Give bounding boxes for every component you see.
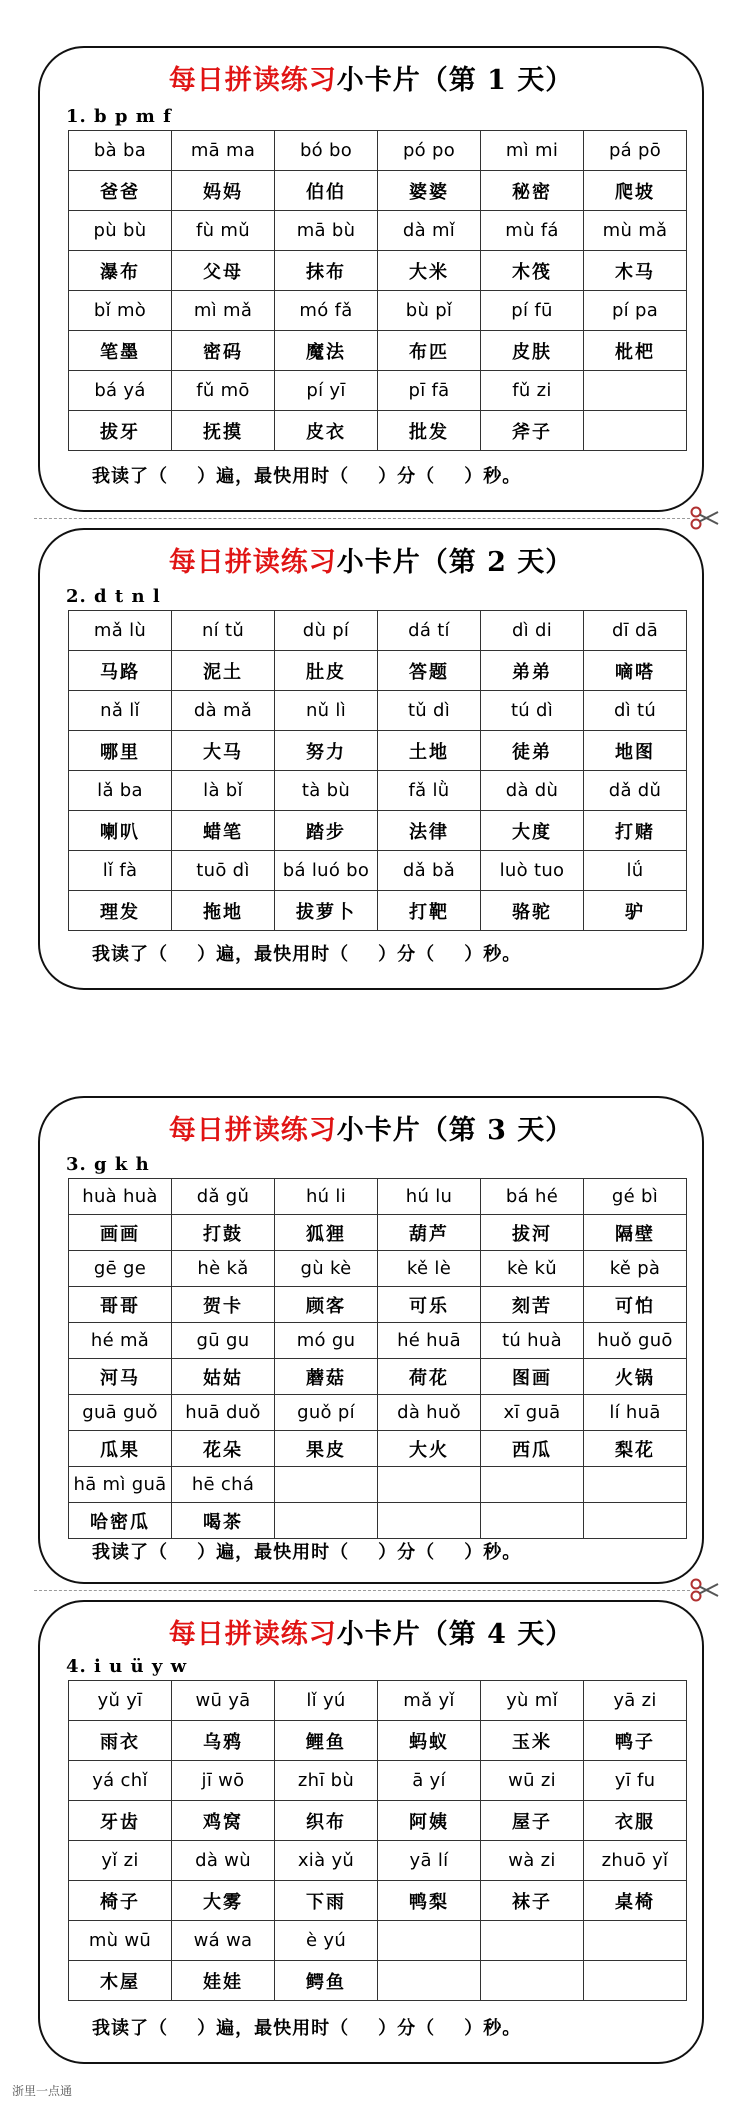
pinyin-cell: bá luó bo xyxy=(275,851,378,891)
hanzi-cell: 努力 xyxy=(275,731,378,771)
pinyin-grid xyxy=(68,610,687,931)
pinyin-row xyxy=(69,1921,687,1961)
cut-line xyxy=(34,518,690,519)
hanzi-cell: 娃娃 xyxy=(172,1961,275,2001)
hanzi-cell: 木筏 xyxy=(481,251,584,291)
pinyin-cell: wà zi xyxy=(481,1841,584,1881)
watermark-text: 浙里一点通 xyxy=(12,2084,73,2098)
pinyin-cell: bá hé xyxy=(481,1179,584,1215)
hanzi-row xyxy=(69,1721,687,1761)
hanzi-cell: 姑姑 xyxy=(172,1359,275,1395)
hanzi-cell: 拔河 xyxy=(481,1215,584,1251)
pinyin-cell: yā zi xyxy=(584,1681,687,1721)
pinyin-cell: bù pǐ xyxy=(378,291,481,331)
pinyin-cell: yǐ zi xyxy=(69,1841,172,1881)
pinyin-cell: yī fu xyxy=(584,1761,687,1801)
hanzi-cell: 下雨 xyxy=(275,1881,378,1921)
pinyin-row xyxy=(69,131,687,171)
hanzi-cell: 爬坡 xyxy=(584,171,687,211)
practice-card-day-1 xyxy=(38,46,704,512)
pinyin-cell: fǎ lǜ xyxy=(378,771,481,811)
card-title xyxy=(40,58,702,97)
pinyin-row xyxy=(69,691,687,731)
pinyin-cell: yù mǐ xyxy=(481,1681,584,1721)
hanzi-cell: 河马 xyxy=(69,1359,172,1395)
hanzi-cell: 拖地 xyxy=(172,891,275,931)
hanzi-cell: 地图 xyxy=(584,731,687,771)
hanzi-row xyxy=(69,1215,687,1251)
hanzi-cell: 皮肤 xyxy=(481,331,584,371)
hanzi-cell: 玉米 xyxy=(481,1721,584,1761)
hanzi-cell: 贺卡 xyxy=(172,1287,275,1323)
pinyin-cell: mù mǎ xyxy=(584,211,687,251)
pinyin-cell: hè kǎ xyxy=(172,1251,275,1287)
hanzi-cell: 父母 xyxy=(172,251,275,291)
pinyin-cell: là bǐ xyxy=(172,771,275,811)
pinyin-cell: tǔ dì xyxy=(378,691,481,731)
hanzi-cell: 可怕 xyxy=(584,1287,687,1323)
card-day-label: （第 2 天） xyxy=(420,547,574,578)
hanzi-cell xyxy=(275,1503,378,1539)
pinyin-row xyxy=(69,851,687,891)
card-day-label: （第 4 天） xyxy=(420,1619,574,1650)
card-title-black: 小卡片 xyxy=(336,65,421,96)
hanzi-cell: 布匹 xyxy=(378,331,481,371)
pinyin-cell: nǔ lì xyxy=(275,691,378,731)
hanzi-cell: 皮衣 xyxy=(275,411,378,451)
hanzi-cell: 蜡笔 xyxy=(172,811,275,851)
hanzi-cell: 爸爸 xyxy=(69,171,172,211)
pinyin-cell: huà huà xyxy=(69,1179,172,1215)
hanzi-row xyxy=(69,1287,687,1323)
pinyin-cell: pó po xyxy=(378,131,481,171)
pinyin-grid xyxy=(68,1178,687,1539)
hanzi-cell: 哥哥 xyxy=(69,1287,172,1323)
pinyin-cell: wū zi xyxy=(481,1761,584,1801)
card-title-black: 小卡片 xyxy=(336,1115,421,1146)
pinyin-cell: pí pa xyxy=(584,291,687,331)
hanzi-row xyxy=(69,1503,687,1539)
pinyin-cell: fǔ zi xyxy=(481,371,584,411)
pinyin-row xyxy=(69,1681,687,1721)
hanzi-cell: 大火 xyxy=(378,1431,481,1467)
hanzi-cell: 泥土 xyxy=(172,651,275,691)
hanzi-cell: 大度 xyxy=(481,811,584,851)
pinyin-cell: pí yī xyxy=(275,371,378,411)
pinyin-cell: dì di xyxy=(481,611,584,651)
pinyin-cell: lí huā xyxy=(584,1395,687,1431)
hanzi-row xyxy=(69,1801,687,1841)
pinyin-row xyxy=(69,1323,687,1359)
card-title-red: 每日拼读练习 xyxy=(168,65,337,96)
pinyin-cell: tú dì xyxy=(481,691,584,731)
hanzi-row xyxy=(69,731,687,771)
card-title xyxy=(40,540,702,579)
pinyin-cell: guā guǒ xyxy=(69,1395,172,1431)
pinyin-cell: hē chá xyxy=(172,1467,275,1503)
pinyin-cell: lǐ fà xyxy=(69,851,172,891)
hanzi-cell: 喝茶 xyxy=(172,1503,275,1539)
hanzi-cell: 哪里 xyxy=(69,731,172,771)
pinyin-cell: fù mǔ xyxy=(172,211,275,251)
pinyin-cell xyxy=(481,1921,584,1961)
hanzi-cell: 鸡窝 xyxy=(172,1801,275,1841)
hanzi-cell: 理发 xyxy=(69,891,172,931)
pinyin-cell xyxy=(584,1921,687,1961)
card-day-label: （第 3 天） xyxy=(420,1115,574,1146)
hanzi-cell: 可乐 xyxy=(378,1287,481,1323)
pinyin-cell: dà mǐ xyxy=(378,211,481,251)
pinyin-row xyxy=(69,771,687,811)
hanzi-cell: 木马 xyxy=(584,251,687,291)
pinyin-cell: jī wō xyxy=(172,1761,275,1801)
pinyin-cell: luò tuo xyxy=(481,851,584,891)
hanzi-cell xyxy=(584,411,687,451)
hanzi-row xyxy=(69,651,687,691)
pinyin-cell: bó bo xyxy=(275,131,378,171)
hanzi-cell: 荷花 xyxy=(378,1359,481,1395)
hanzi-cell: 织布 xyxy=(275,1801,378,1841)
hanzi-cell: 火锅 xyxy=(584,1359,687,1395)
pinyin-cell: dà wù xyxy=(172,1841,275,1881)
hanzi-cell: 土地 xyxy=(378,731,481,771)
pinyin-cell: huā duǒ xyxy=(172,1395,275,1431)
reading-record-footer: 我读了（ ）遍，最快用时（ ）分（ ）秒。 xyxy=(92,1542,522,1563)
hanzi-cell: 袜子 xyxy=(481,1881,584,1921)
hanzi-cell: 批发 xyxy=(378,411,481,451)
hanzi-row xyxy=(69,891,687,931)
hanzi-cell: 屋子 xyxy=(481,1801,584,1841)
pinyin-cell: guǒ pí xyxy=(275,1395,378,1431)
hanzi-cell: 密码 xyxy=(172,331,275,371)
scissors-icon xyxy=(690,1578,720,1602)
hanzi-cell: 枇杷 xyxy=(584,331,687,371)
pinyin-cell: lǐ yú xyxy=(275,1681,378,1721)
hanzi-cell: 大雾 xyxy=(172,1881,275,1921)
pinyin-cell xyxy=(584,371,687,411)
pinyin-cell: pī fā xyxy=(378,371,481,411)
pinyin-cell: dà huǒ xyxy=(378,1395,481,1431)
hanzi-cell: 妈妈 xyxy=(172,171,275,211)
pinyin-row xyxy=(69,1179,687,1215)
pinyin-row xyxy=(69,211,687,251)
hanzi-cell: 顾客 xyxy=(275,1287,378,1323)
hanzi-cell: 蚂蚁 xyxy=(378,1721,481,1761)
pinyin-cell: yá chǐ xyxy=(69,1761,172,1801)
pinyin-cell: nǎ lǐ xyxy=(69,691,172,731)
pinyin-cell: fǔ mō xyxy=(172,371,275,411)
card-title xyxy=(40,1108,702,1147)
pinyin-cell xyxy=(584,1467,687,1503)
pinyin-cell: mù fá xyxy=(481,211,584,251)
hanzi-cell: 蘑菇 xyxy=(275,1359,378,1395)
pinyin-cell: dǎ bǎ xyxy=(378,851,481,891)
pinyin-cell: dù pí xyxy=(275,611,378,651)
hanzi-cell: 桌椅 xyxy=(584,1881,687,1921)
cut-line xyxy=(34,1590,690,1591)
pinyin-cell: pá pō xyxy=(584,131,687,171)
pinyin-cell: mǎ lù xyxy=(69,611,172,651)
card-title xyxy=(40,1612,702,1651)
hanzi-cell: 拔牙 xyxy=(69,411,172,451)
hanzi-cell: 葫芦 xyxy=(378,1215,481,1251)
pinyin-row xyxy=(69,1251,687,1287)
hanzi-cell: 雨衣 xyxy=(69,1721,172,1761)
pinyin-cell: lǘ xyxy=(584,851,687,891)
pinyin-cell: tà bù xyxy=(275,771,378,811)
hanzi-cell: 乌鸦 xyxy=(172,1721,275,1761)
hanzi-cell: 大马 xyxy=(172,731,275,771)
pinyin-cell: dà mǎ xyxy=(172,691,275,731)
hanzi-cell: 打鼓 xyxy=(172,1215,275,1251)
hanzi-cell: 打赌 xyxy=(584,811,687,851)
pinyin-cell: gù kè xyxy=(275,1251,378,1287)
pinyin-cell: pù bù xyxy=(69,211,172,251)
hanzi-cell: 秘密 xyxy=(481,171,584,211)
pinyin-cell: mù wū xyxy=(69,1921,172,1961)
pinyin-cell: mó fǎ xyxy=(275,291,378,331)
pinyin-cell: huǒ guō xyxy=(584,1323,687,1359)
hanzi-cell: 笔墨 xyxy=(69,331,172,371)
pinyin-cell: mǎ yǐ xyxy=(378,1681,481,1721)
pinyin-cell: mā ma xyxy=(172,131,275,171)
pinyin-cell xyxy=(378,1921,481,1961)
hanzi-cell: 狐狸 xyxy=(275,1215,378,1251)
hanzi-cell: 鸭子 xyxy=(584,1721,687,1761)
section-label: 1. b p m f xyxy=(66,106,172,127)
pinyin-cell: dǎ gǔ xyxy=(172,1179,275,1215)
card-day-label: （第 1 天） xyxy=(420,65,574,96)
hanzi-cell: 木屋 xyxy=(69,1961,172,2001)
hanzi-row xyxy=(69,331,687,371)
section-label: 2. d t n l xyxy=(66,586,161,607)
pinyin-cell: hā mì guā xyxy=(69,1467,172,1503)
hanzi-cell: 抚摸 xyxy=(172,411,275,451)
hanzi-cell: 画画 xyxy=(69,1215,172,1251)
hanzi-cell: 阿姨 xyxy=(378,1801,481,1841)
pinyin-cell: mā bù xyxy=(275,211,378,251)
pinyin-cell: wá wa xyxy=(172,1921,275,1961)
pinyin-cell: wū yā xyxy=(172,1681,275,1721)
card-title-red: 每日拼读练习 xyxy=(168,1115,337,1146)
pinyin-cell: bà ba xyxy=(69,131,172,171)
hanzi-cell: 哈密瓜 xyxy=(69,1503,172,1539)
pinyin-row xyxy=(69,291,687,331)
hanzi-cell: 婆婆 xyxy=(378,171,481,211)
hanzi-cell: 拔萝卜 xyxy=(275,891,378,931)
hanzi-cell: 马路 xyxy=(69,651,172,691)
hanzi-cell xyxy=(378,1961,481,2001)
hanzi-row xyxy=(69,811,687,851)
practice-card-day-4 xyxy=(38,1600,704,2064)
pinyin-cell: kě pà xyxy=(584,1251,687,1287)
hanzi-cell xyxy=(378,1503,481,1539)
pinyin-cell: tú huà xyxy=(481,1323,584,1359)
hanzi-row xyxy=(69,1961,687,2001)
pinyin-cell xyxy=(481,1467,584,1503)
hanzi-cell: 大米 xyxy=(378,251,481,291)
hanzi-cell: 驴 xyxy=(584,891,687,931)
hanzi-cell: 衣服 xyxy=(584,1801,687,1841)
pinyin-cell: hú lu xyxy=(378,1179,481,1215)
hanzi-cell: 徒弟 xyxy=(481,731,584,771)
pinyin-cell: dà dù xyxy=(481,771,584,811)
pinyin-grid xyxy=(68,1680,687,2001)
pinyin-cell: dì tú xyxy=(584,691,687,731)
hanzi-cell: 刻苦 xyxy=(481,1287,584,1323)
pinyin-row xyxy=(69,1761,687,1801)
hanzi-cell: 图画 xyxy=(481,1359,584,1395)
hanzi-cell: 弟弟 xyxy=(481,651,584,691)
reading-record-footer: 我读了（ ）遍，最快用时（ ）分（ ）秒。 xyxy=(92,944,522,965)
pinyin-cell: zhuō yǐ xyxy=(584,1841,687,1881)
hanzi-cell: 牙齿 xyxy=(69,1801,172,1841)
hanzi-cell: 打靶 xyxy=(378,891,481,931)
hanzi-cell: 鲤鱼 xyxy=(275,1721,378,1761)
pinyin-row xyxy=(69,371,687,411)
pinyin-cell: dī dā xyxy=(584,611,687,651)
pinyin-cell: hé huā xyxy=(378,1323,481,1359)
hanzi-cell: 椅子 xyxy=(69,1881,172,1921)
hanzi-cell: 喇叭 xyxy=(69,811,172,851)
card-title-red: 每日拼读练习 xyxy=(168,1619,337,1650)
hanzi-cell: 骆驼 xyxy=(481,891,584,931)
pinyin-cell: xī guā xyxy=(481,1395,584,1431)
practice-card-day-3 xyxy=(38,1096,704,1584)
pinyin-cell: bá yá xyxy=(69,371,172,411)
pinyin-cell: pí fū xyxy=(481,291,584,331)
pinyin-cell: dǎ dǔ xyxy=(584,771,687,811)
pinyin-cell: mì mi xyxy=(481,131,584,171)
pinyin-cell: mì mǎ xyxy=(172,291,275,331)
pinyin-cell: gé bì xyxy=(584,1179,687,1215)
pinyin-cell: yā lí xyxy=(378,1841,481,1881)
pinyin-cell xyxy=(378,1467,481,1503)
pinyin-cell xyxy=(275,1467,378,1503)
hanzi-cell: 果皮 xyxy=(275,1431,378,1467)
pinyin-cell: yǔ yī xyxy=(69,1681,172,1721)
card-title-red: 每日拼读练习 xyxy=(168,547,337,578)
pinyin-cell: lǎ ba xyxy=(69,771,172,811)
pinyin-cell: hú li xyxy=(275,1179,378,1215)
hanzi-row xyxy=(69,251,687,291)
hanzi-cell: 答题 xyxy=(378,651,481,691)
pinyin-cell: bǐ mò xyxy=(69,291,172,331)
hanzi-cell xyxy=(481,1961,584,2001)
hanzi-cell: 踏步 xyxy=(275,811,378,851)
pinyin-cell: xià yǔ xyxy=(275,1841,378,1881)
pinyin-cell: kè kǔ xyxy=(481,1251,584,1287)
hanzi-cell: 瀑布 xyxy=(69,251,172,291)
pinyin-row xyxy=(69,1841,687,1881)
hanzi-row xyxy=(69,171,687,211)
pinyin-cell: dá tí xyxy=(378,611,481,651)
hanzi-cell: 伯伯 xyxy=(275,171,378,211)
pinyin-cell: gū gu xyxy=(172,1323,275,1359)
pinyin-row xyxy=(69,1395,687,1431)
hanzi-cell: 梨花 xyxy=(584,1431,687,1467)
hanzi-cell: 花朵 xyxy=(172,1431,275,1467)
hanzi-cell: 西瓜 xyxy=(481,1431,584,1467)
pinyin-grid xyxy=(68,130,687,451)
pinyin-row xyxy=(69,1467,687,1503)
hanzi-cell: 瓜果 xyxy=(69,1431,172,1467)
hanzi-row xyxy=(69,1431,687,1467)
hanzi-row xyxy=(69,1359,687,1395)
pinyin-cell: ní tǔ xyxy=(172,611,275,651)
hanzi-cell: 嘀嗒 xyxy=(584,651,687,691)
hanzi-cell: 隔壁 xyxy=(584,1215,687,1251)
hanzi-cell: 肚皮 xyxy=(275,651,378,691)
hanzi-row xyxy=(69,411,687,451)
practice-card-day-2 xyxy=(38,528,704,990)
pinyin-cell: mó gu xyxy=(275,1323,378,1359)
pinyin-row xyxy=(69,611,687,651)
hanzi-cell: 斧子 xyxy=(481,411,584,451)
hanzi-cell xyxy=(584,1961,687,2001)
reading-record-footer: 我读了（ ）遍，最快用时（ ）分（ ）秒。 xyxy=(92,2018,522,2039)
scissors-icon xyxy=(690,506,720,530)
hanzi-cell xyxy=(481,1503,584,1539)
reading-record-footer: 我读了（ ）遍，最快用时（ ）分（ ）秒。 xyxy=(92,466,522,487)
pinyin-cell: hé mǎ xyxy=(69,1323,172,1359)
hanzi-cell: 抹布 xyxy=(275,251,378,291)
pinyin-cell: ā yí xyxy=(378,1761,481,1801)
section-label: 3. g k h xyxy=(66,1154,150,1175)
hanzi-cell: 鳄鱼 xyxy=(275,1961,378,2001)
pinyin-cell: zhī bù xyxy=(275,1761,378,1801)
pinyin-cell: gē ge xyxy=(69,1251,172,1287)
pinyin-cell: è yú xyxy=(275,1921,378,1961)
hanzi-cell xyxy=(584,1503,687,1539)
card-title-black: 小卡片 xyxy=(336,1619,421,1650)
section-label: 4. i u ü y w xyxy=(66,1656,188,1677)
hanzi-row xyxy=(69,1881,687,1921)
hanzi-cell: 法律 xyxy=(378,811,481,851)
hanzi-cell: 魔法 xyxy=(275,331,378,371)
card-title-black: 小卡片 xyxy=(336,547,421,578)
hanzi-cell: 鸭梨 xyxy=(378,1881,481,1921)
pinyin-cell: kě lè xyxy=(378,1251,481,1287)
pinyin-cell: tuō dì xyxy=(172,851,275,891)
